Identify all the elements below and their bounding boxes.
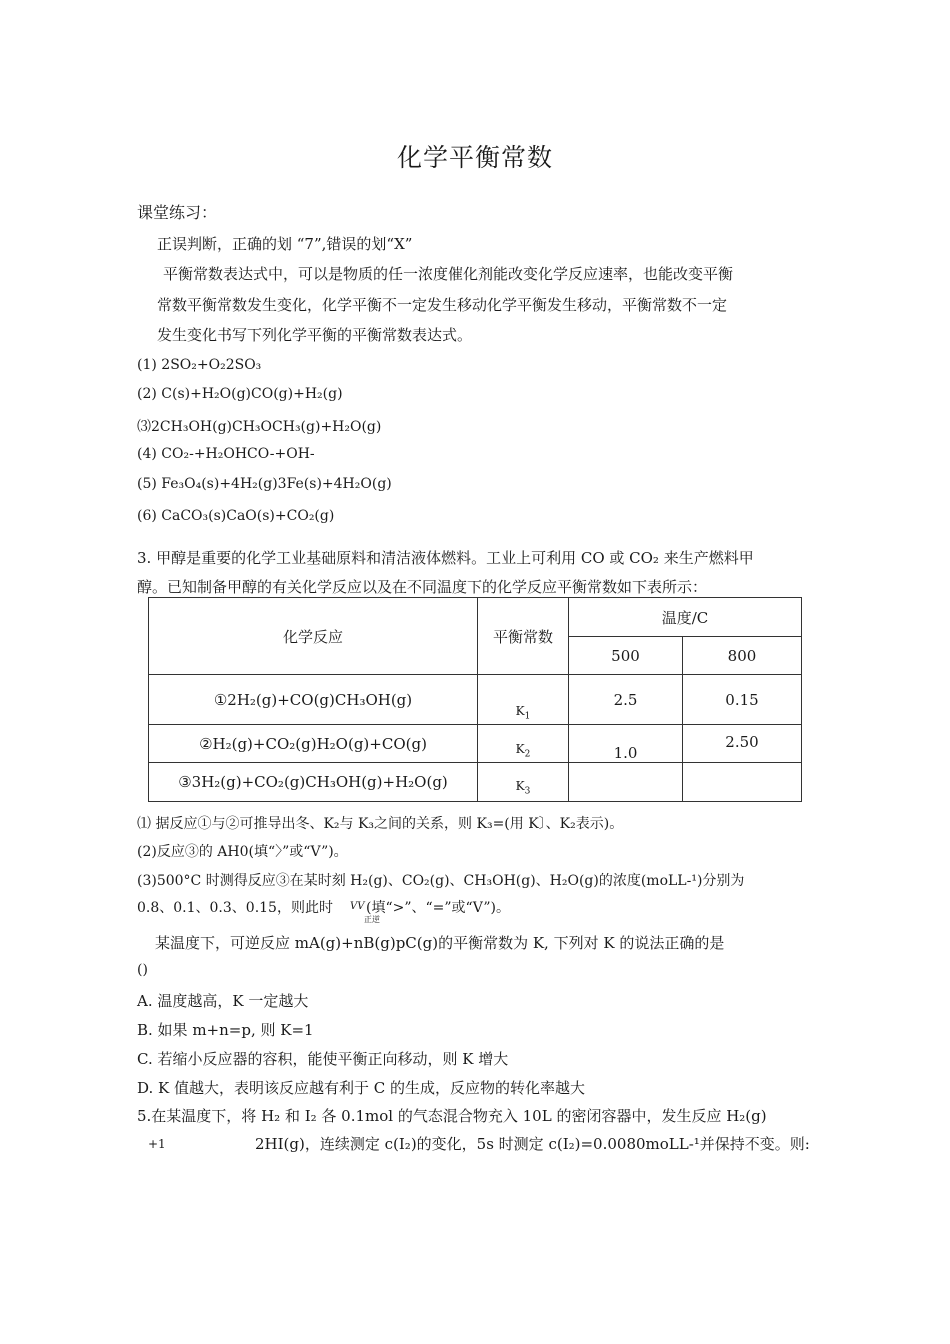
header-k: 平衡常数 [478,598,569,675]
k-symbol: K [515,742,525,757]
header-temp-500: 500 [569,637,683,675]
k-cell [478,763,569,802]
q4-stem: 某温度下，可逆反应 mA(g)+nB(g)pC(g)的平衡常数为 K, 下列对 K 的说法正确的是 [155,934,725,952]
q1-text-line-2: 常数平衡常数发生变化，化学平衡不一定发生移动化学平衡发生移动，平衡常数不一定 [157,296,728,314]
q5-line-2: 2HI(g)，连续测定 c(I₂)的变化，5s 时测定 c(I₂)=0.0080moLL-¹并保持不变。则: [255,1135,810,1153]
rate-symbol: VV [350,901,365,912]
q3-intro-line-1: 3. 甲醇是重要的化学工业基础原料和清洁液体燃料。工业上可利用 CO 或 CO₂ 来生产燃料甲 [137,549,754,567]
value-800: 0.15 [683,675,802,725]
equation-item: (5) Fe₃O₄(s)+4H₂(g)3Fe(s)+4H₂O(g) [137,476,392,492]
option-c: C. 若缩小反应器的容积，能使平衡正向移动，则 K 增大 [137,1050,509,1068]
page-title: 化学平衡常数 [396,143,553,172]
header-reaction: 化学反应 [149,598,478,675]
q5-line-2-left: +1 [148,1137,166,1151]
q3-sub-2: (2)反应③的 AH0(填“〉”或“V”)。 [137,844,348,860]
option-b: B. 如果 m+n=p, 则 K=1 [137,1021,314,1039]
q4-paren: () [137,962,148,978]
reaction-cell: ①2H₂(g)+CO(g)CH₃OH(g) [149,675,478,725]
k-symbol: K [515,778,525,793]
equation-item: (4) CO₂-+H₂OHCO-+OH- [137,446,315,462]
equation-item: (2) C(s)+H₂O(g)CO(g)+H₂(g) [137,386,343,402]
equation-item: (1) 2SO₂+O₂2SO₃ [137,357,262,373]
q3-intro-line-2: 醇。已知制备甲醇的有关化学反应以及在不同温度下的化学反应平衡常数如下表所示： [137,578,708,596]
k-symbol: K [515,704,525,719]
q5-line-1: 5.在某温度下，将 H₂ 和 I₂ 各 0.1mol 的气态混合物充入 10L 的密闭容器中，发生反应 H₂(g) [137,1107,767,1125]
q3-sub-3-line-1: (3)500°C 时测得反应③在某时刻 H₂(g)、CO₂(g)、CH₃OH(g)、H₂O(g)的浓度(moLL-¹)分别为 [137,873,745,889]
k-cell [478,675,569,725]
equation-item: ⑶2CH₃OH(g)CH₃OCH₃(g)+H₂O(g) [137,419,382,435]
option-d: D. K 值越大，表明该反应越有利于 C 的生成，反应物的转化率越大 [137,1079,586,1097]
reaction-cell: ②H₂(g)+CO₂(g)H₂O(g)+CO(g) [149,725,478,763]
reaction-cell: ③3H₂(g)+CO₂(g)CH₃OH(g)+H₂O(g) [149,763,478,802]
section-heading: 课堂练习： [137,203,218,222]
value-800 [683,763,802,802]
reaction-table [148,597,802,802]
k-subscript: 2 [524,749,531,760]
value-800: 2.50 [683,725,802,763]
value-500 [569,763,683,802]
value-500: 2.5 [569,675,683,725]
table-row [149,725,802,763]
table-row [149,675,802,725]
option-a: A. 温度越高，K 一定越大 [137,992,309,1010]
k-subscript: 3 [524,786,531,797]
q3-sub-3-fill: (填“>”、“=”或“V”)。 [366,900,510,916]
equation-item: (6) CaCO₃(s)CaO(s)+CO₂(g) [137,508,335,524]
table-row [149,763,802,802]
header-temperature: 温度/C [569,598,802,637]
rate-subscript: 正逆 [364,915,380,924]
q3-sub-3-line-2: 0.8、0.1、0.3、0.15，则此时 [137,900,333,916]
q3-sub-1: ⑴ 据反应①与②可推导出冬、K₂与 K₃之间的关系，则 K₃=(用 K〕、K₂表示)。 [137,816,624,832]
value-500: 1.0 [569,725,683,763]
k-cell [478,725,569,763]
q1-text-line-1: 平衡常数表达式中，可以是物质的任一浓度催化剂能改变化学反应速率，也能改变平衡 [163,265,734,283]
header-temp-800: 800 [683,637,802,675]
q1-prompt: 正误判断，正确的划 “7”,错误的划“X” [157,235,413,253]
k-subscript: 1 [524,711,531,722]
q1-text-line-3: 发生变化书写下列化学平衡的平衡常数表达式。 [157,326,473,344]
